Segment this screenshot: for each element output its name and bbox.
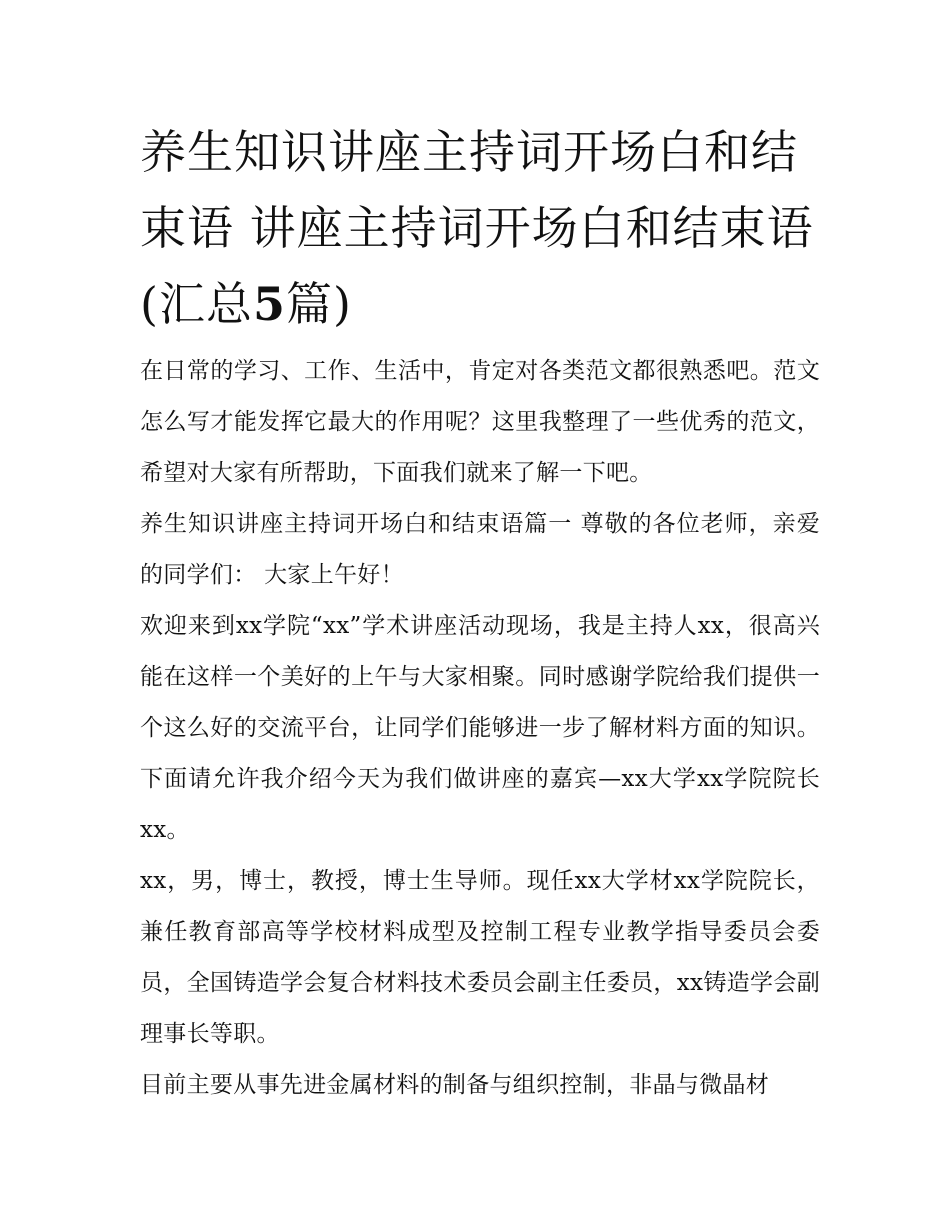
title-suffix: 篇) <box>285 277 352 331</box>
paragraph-welcome: 欢迎来到xx学院“xx”学术讲座活动现场，我是主持人xx，很高兴能在这样一个美好的上午与大家相聚。同时感谢学院给我们提供一个这么好的交流平台，让同学们能够进一步了解材料方面的知识。下面请允许我介绍今天为我们做讲座的嘉宾—xx大学xx学院院长xx。 <box>140 613 820 843</box>
paragraph-guest-bio: xx，男，博士，教授，博士生导师。现任xx大学材xx学院院长，兼任教育部高等学校材料成型及控制工程专业教学指导委员会委员，全国铸造学会复合材料技术委员会副主任委员，xx铸造学会副理事长等职。 <box>140 868 820 1047</box>
document-title <box>140 114 820 342</box>
title-number: 5 <box>252 277 286 331</box>
title-text: 养生知识讲座主持词开场白和结束语 讲座主持词开场白和结束语(汇总 <box>140 125 814 331</box>
paragraph-research: 目前主要从事先进金属材料的制备与组织控制，非晶与微晶材 <box>140 1072 770 1098</box>
paragraph-intro: 在日常的学习、工作、生活中，肯定对各类范文都很熟悉吧。范文怎么写才能发挥它最大的作用呢？这里我整理了一些优秀的范文，希望对大家有所帮助，下面我们就来了解一下吧。 <box>140 358 820 486</box>
document-body <box>140 114 820 1111</box>
paragraph-greeting: 养生知识讲座主持词开场白和结束语篇一 尊敬的各位老师，亲爱的同学们： 大家上午好！ <box>140 511 820 588</box>
